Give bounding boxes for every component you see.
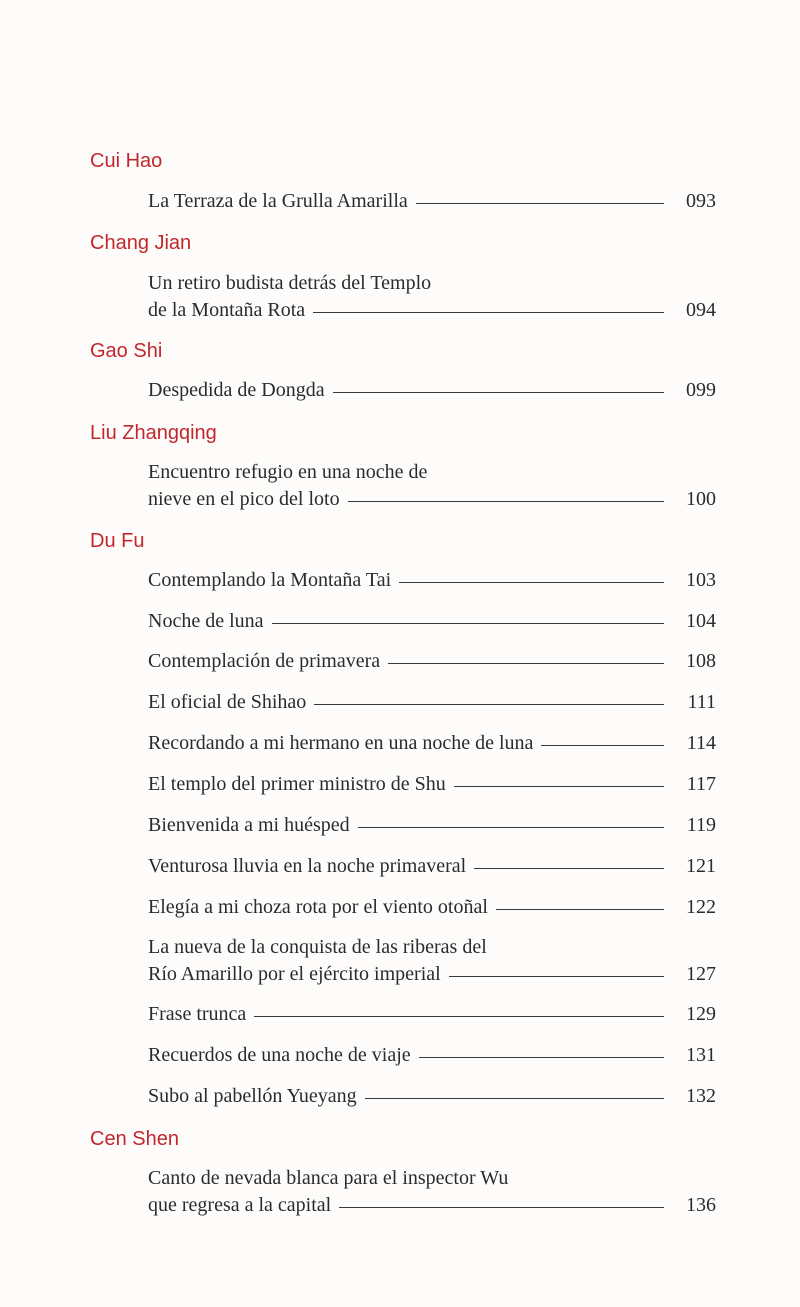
entry-title: La Terraza de la Grulla Amarilla	[148, 190, 408, 212]
entry-title: Río Amarillo por el ejército imperial	[148, 963, 441, 985]
toc-entry-line	[148, 812, 716, 839]
toc-entry[interactable]	[148, 1083, 716, 1110]
author-heading: Chang Jian	[90, 232, 192, 254]
toc-entry-line	[148, 961, 716, 988]
toc-entry-line	[148, 648, 716, 675]
page-number: 122	[686, 896, 716, 918]
entry-title: que regresa a la capital	[148, 1194, 332, 1216]
toc-entry-line	[148, 270, 716, 297]
page-number: 119	[686, 814, 716, 836]
toc-entry-line	[148, 567, 716, 594]
toc-entry-line	[148, 894, 716, 921]
page-number: 099	[686, 379, 716, 401]
leader-line	[416, 203, 664, 204]
page-number: 127	[686, 963, 716, 985]
toc-entry-line	[148, 689, 716, 716]
toc-entry[interactable]	[148, 377, 716, 404]
leader-line	[449, 976, 664, 977]
entry-title: Recordando a mi hermano en una noche de luna	[148, 732, 534, 754]
leader-line	[365, 1098, 664, 1099]
entry-title: Elegía a mi choza rota por el viento otoñal	[148, 896, 488, 918]
entry-title: La nueva de la conquista de las riberas del	[148, 936, 487, 958]
toc-entry[interactable]	[148, 567, 716, 594]
page-number: 121	[686, 855, 716, 877]
page-number: 093	[686, 190, 716, 212]
toc-entry-line	[148, 188, 716, 215]
leader-line	[388, 663, 664, 664]
leader-line	[348, 501, 664, 502]
leader-line	[474, 868, 664, 869]
toc-entry[interactable]	[148, 689, 716, 716]
toc-entry[interactable]	[148, 771, 716, 798]
toc-entry-line	[148, 1192, 716, 1219]
entry-title: Bienvenida a mi huésped	[148, 814, 350, 836]
page-number: 111	[687, 691, 716, 713]
entry-title: Contemplando la Montaña Tai	[148, 569, 392, 591]
toc-entry-line	[148, 730, 716, 757]
toc-entry-line	[148, 1165, 716, 1192]
page-number: 094	[686, 299, 716, 321]
toc-entry-line	[148, 377, 716, 404]
author-heading: Cen Shen	[90, 1128, 179, 1150]
entry-title: El templo del primer ministro de Shu	[148, 773, 446, 795]
entry-title: Subo al pabellón Yueyang	[148, 1085, 357, 1107]
toc-entry-line	[148, 771, 716, 798]
leader-line	[399, 582, 664, 583]
page-number: 114	[686, 732, 716, 754]
author-heading: Cui Hao	[90, 150, 163, 172]
leader-line	[541, 745, 664, 746]
entry-title: nieve en el pico del loto	[148, 488, 340, 510]
toc-entry-line	[148, 1083, 716, 1110]
author-heading: Gao Shi	[90, 340, 163, 362]
toc-entry-line	[148, 1042, 716, 1069]
toc-entry-line	[148, 1001, 716, 1028]
entry-title: Venturosa lluvia en la noche primaveral	[148, 855, 467, 877]
page-number: 129	[686, 1003, 716, 1025]
leader-line	[333, 392, 664, 393]
leader-line	[419, 1057, 664, 1058]
entry-title: Noche de luna	[148, 610, 264, 632]
toc-entry[interactable]	[148, 648, 716, 675]
leader-line	[272, 623, 664, 624]
leader-line	[313, 312, 664, 313]
entry-title: Frase trunca	[148, 1003, 247, 1025]
entry-title: Canto de nevada blanca para el inspector Wu	[148, 1167, 509, 1189]
leader-line	[496, 909, 664, 910]
page-number: 100	[686, 488, 716, 510]
entry-title: Encuentro refugio en una noche de	[148, 461, 428, 483]
page-number: 117	[686, 773, 716, 795]
leader-line	[314, 704, 664, 705]
leader-line	[358, 827, 664, 828]
author-heading: Du Fu	[90, 530, 145, 552]
toc-entry[interactable]	[148, 934, 716, 988]
entry-title: Un retiro budista detrás del Templo	[148, 272, 432, 294]
entry-title: Despedida de Dongda	[148, 379, 325, 401]
page-number: 131	[686, 1044, 716, 1066]
toc-entry-line	[148, 486, 716, 513]
page-number: 104	[686, 610, 716, 632]
page-number: 136	[686, 1194, 716, 1216]
toc-entry[interactable]	[148, 1001, 716, 1028]
page-number: 108	[686, 650, 716, 672]
toc-entry-line	[148, 608, 716, 635]
toc-entry[interactable]	[148, 459, 716, 513]
toc-entry-line	[148, 934, 716, 961]
toc-entry[interactable]	[148, 1042, 716, 1069]
toc-entry[interactable]	[148, 1165, 716, 1219]
toc-entry[interactable]	[148, 608, 716, 635]
page-number: 103	[686, 569, 716, 591]
toc-entry[interactable]	[148, 188, 716, 215]
entry-title: de la Montaña Rota	[148, 299, 306, 321]
toc-entry[interactable]	[148, 853, 716, 880]
entry-title: El oficial de Shihao	[148, 691, 307, 713]
toc-entry[interactable]	[148, 270, 716, 324]
toc-entry[interactable]	[148, 812, 716, 839]
author-heading: Liu Zhangqing	[90, 422, 217, 444]
toc-entry-line	[148, 297, 716, 324]
leader-line	[254, 1016, 664, 1017]
toc-entry[interactable]	[148, 894, 716, 921]
leader-line	[339, 1207, 664, 1208]
toc-entry[interactable]	[148, 730, 716, 757]
page-number: 132	[686, 1085, 716, 1107]
toc-entry-line	[148, 853, 716, 880]
leader-line	[454, 786, 664, 787]
entry-title: Contemplación de primavera	[148, 650, 381, 672]
entry-title: Recuerdos de una noche de viaje	[148, 1044, 411, 1066]
toc-entry-line	[148, 459, 716, 486]
